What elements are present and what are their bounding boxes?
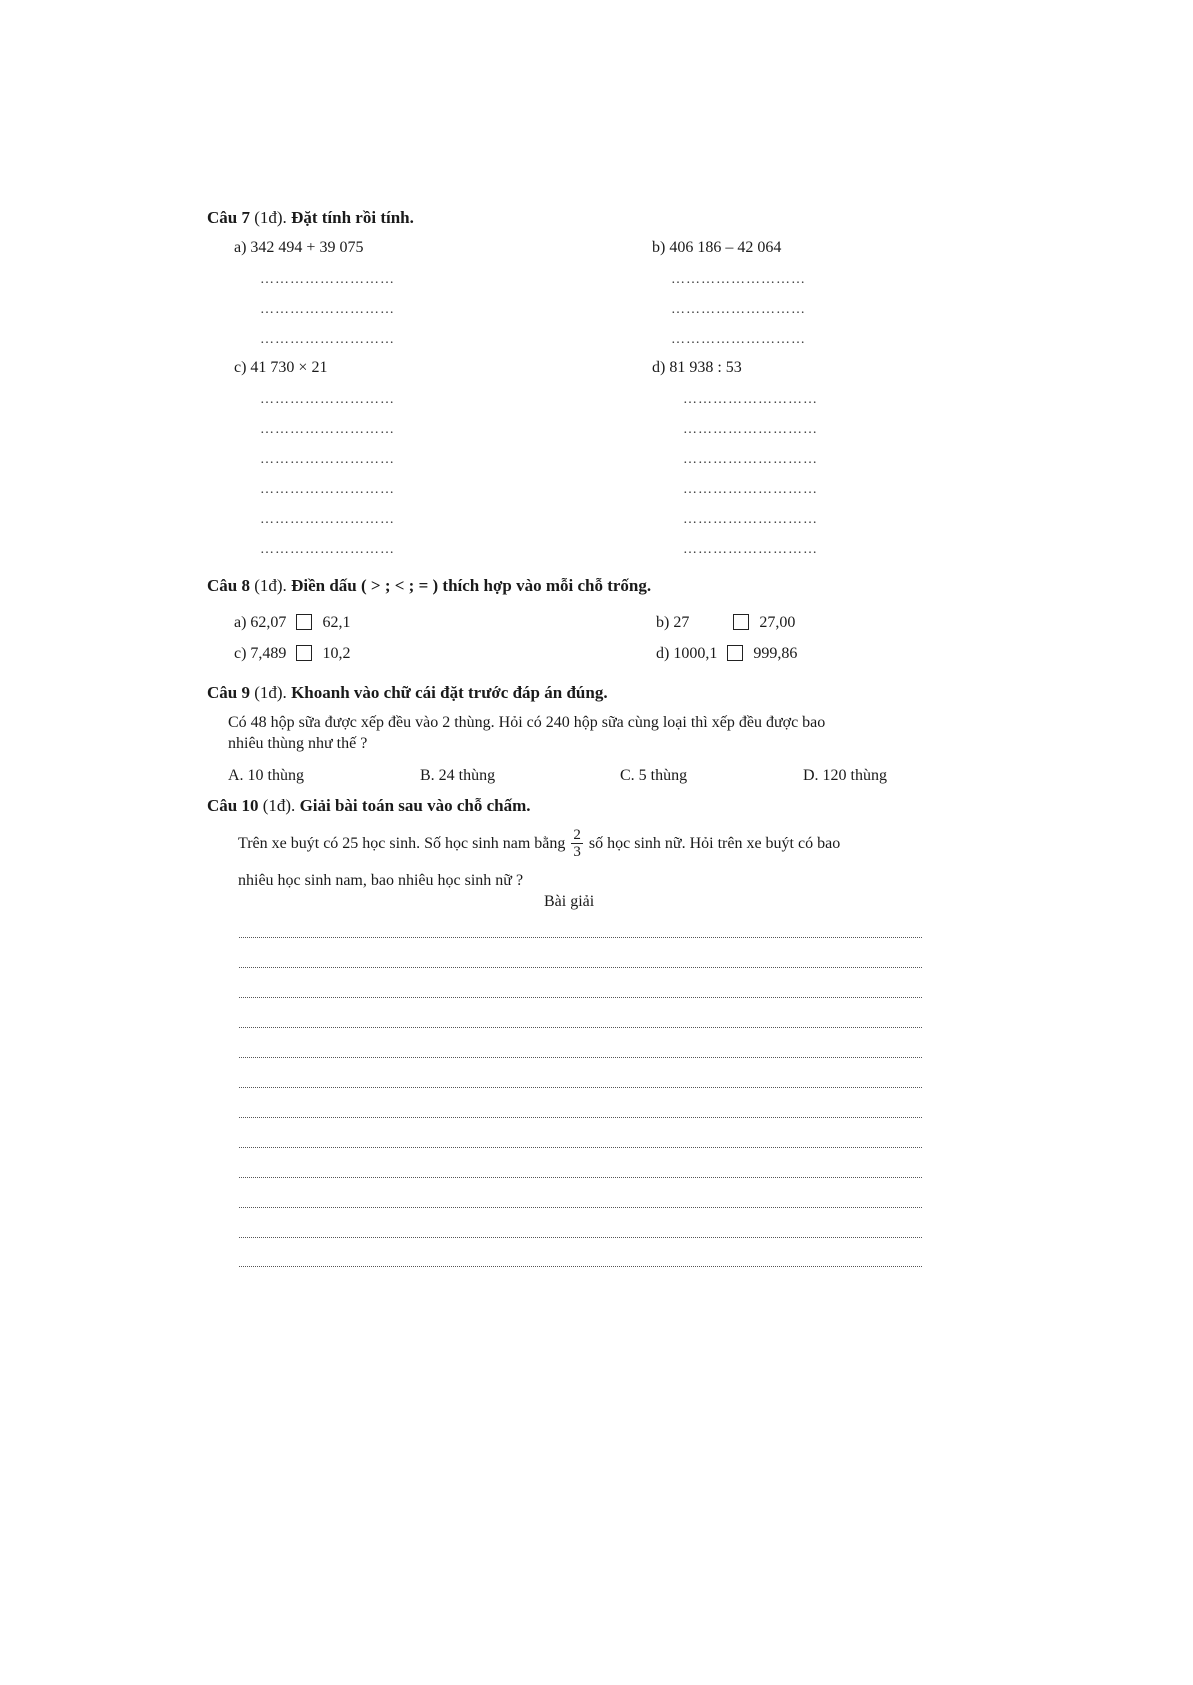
q9-option-a[interactable]: A. 10 thùng	[228, 767, 304, 784]
q8-item-b	[656, 614, 795, 632]
q7-b-dots-2: ………………………	[671, 302, 806, 317]
q7-c-dots-3: ………………………	[260, 452, 395, 467]
q8-d-right: 999,86	[753, 645, 798, 662]
q10-answer-line-4[interactable]	[239, 1027, 922, 1028]
q7-part-b: b) 406 186 – 42 064	[652, 239, 782, 256]
q9-label: Câu 9	[207, 683, 250, 702]
q10-title: Giải bài toán sau vào chỗ chấm.	[299, 796, 531, 815]
q7-label: Câu 7	[207, 208, 250, 227]
q7-c-dots-4: ………………………	[260, 482, 395, 497]
q10-solution-heading: Bài giải	[544, 893, 595, 910]
q7-c-dots-6: ………………………	[260, 542, 395, 557]
q9-option-c[interactable]: C. 5 thùng	[620, 767, 688, 784]
q10-answer-line-3[interactable]	[239, 997, 922, 998]
q7-d-dots-2: ………………………	[683, 422, 818, 437]
q10-answer-line-5[interactable]	[239, 1057, 922, 1058]
q10-text-after: số học sinh nữ. Hỏi trên xe buýt có bao	[588, 834, 841, 852]
q8-c-right: 10,2	[322, 645, 351, 662]
q10-answer-line-1[interactable]	[239, 937, 922, 938]
q7-a-dots-3: ………………………	[260, 332, 395, 347]
q7-part-c: c) 41 730 × 21	[234, 359, 328, 376]
q10-answer-line-6[interactable]	[239, 1087, 922, 1088]
q7-d-dots-4: ………………………	[683, 482, 818, 497]
q7-c-dots-2: ………………………	[260, 422, 395, 437]
q7-b-dots-1: ………………………	[671, 272, 806, 287]
q9-title: Khoanh vào chữ cái đặt trước đáp án đúng.	[291, 683, 608, 702]
q7-part-a: a) 342 494 + 39 075	[234, 239, 364, 256]
q7-c-dots-5: ………………………	[260, 512, 395, 527]
q10-answer-line-8[interactable]	[239, 1147, 922, 1148]
q8-b-answer-box[interactable]	[733, 614, 749, 630]
q7-title: Đặt tính rồi tính.	[291, 208, 414, 227]
q7-a-dots-2: ………………………	[260, 302, 395, 317]
q10-problem-line-1	[238, 827, 840, 860]
q9-points: (1đ).	[254, 683, 287, 702]
q10-label: Câu 10	[207, 796, 259, 815]
q8-a-right: 62,1	[322, 614, 351, 631]
q8-points: (1đ).	[254, 576, 287, 595]
q10-answer-line-9[interactable]	[239, 1177, 922, 1178]
q7-heading	[207, 208, 414, 228]
q10-answer-line-12[interactable]	[239, 1266, 922, 1267]
q7-d-dots-1: ………………………	[683, 392, 818, 407]
q8-heading	[207, 576, 651, 596]
q10-answer-line-7[interactable]	[239, 1117, 922, 1118]
q8-a-answer-box[interactable]	[296, 614, 312, 630]
q7-d-dots-3: ………………………	[683, 452, 818, 467]
q8-d-left: d) 1000,1	[656, 645, 718, 662]
q8-label: Câu 8	[207, 576, 250, 595]
q10-answer-line-10[interactable]	[239, 1207, 922, 1208]
q7-points: (1đ).	[254, 208, 287, 227]
q9-option-b[interactable]: B. 24 thùng	[420, 767, 496, 784]
q10-answer-line-2[interactable]	[239, 967, 922, 968]
q8-c-answer-box[interactable]	[296, 645, 312, 661]
q10-heading	[207, 796, 531, 816]
q10-points: (1đ).	[262, 796, 296, 815]
q7-d-dots-6: ………………………	[683, 542, 818, 557]
q8-d-answer-box[interactable]	[727, 645, 743, 661]
q8-item-d	[656, 645, 797, 663]
q8-item-c	[234, 645, 350, 663]
q8-a-left: a) 62,07	[234, 614, 287, 631]
q8-item-a	[234, 614, 350, 632]
q7-b-dots-3: ………………………	[671, 332, 806, 347]
q10-fraction-numerator: 2	[573, 827, 581, 843]
q8-c-left: c) 7,489	[234, 645, 287, 662]
q9-problem-line-2: nhiêu thùng như thế ?	[228, 735, 368, 752]
q8-b-right: 27,00	[759, 614, 796, 631]
q9-heading	[207, 683, 608, 703]
q7-d-dots-5: ………………………	[683, 512, 818, 527]
q8-b-left: b) 27	[656, 614, 690, 631]
q8-title: Điền dấu ( > ; < ; = ) thích hợp vào mỗi chỗ trống.	[291, 576, 652, 595]
q7-a-dots-1: ………………………	[260, 272, 395, 287]
q10-problem-line-2: nhiêu học sinh nam, bao nhiêu học sinh nữ ?	[238, 872, 524, 889]
q7-c-dots-1: ………………………	[260, 392, 395, 407]
q7-part-d: d) 81 938 : 53	[652, 359, 742, 376]
q9-problem-line-1: Có 48 hộp sữa được xếp đều vào 2 thùng. Hỏi có 240 hộp sữa cùng loại thì xếp đều được bao	[228, 714, 826, 731]
q10-fraction-denominator: 3	[573, 844, 581, 860]
q10-fraction	[571, 827, 583, 860]
q9-option-d[interactable]: D. 120 thùng	[803, 767, 887, 784]
q10-text-before: Trên xe buýt có 25 học sinh. Số học sinh nam bằng	[238, 834, 566, 852]
q10-answer-line-11[interactable]	[239, 1237, 922, 1238]
